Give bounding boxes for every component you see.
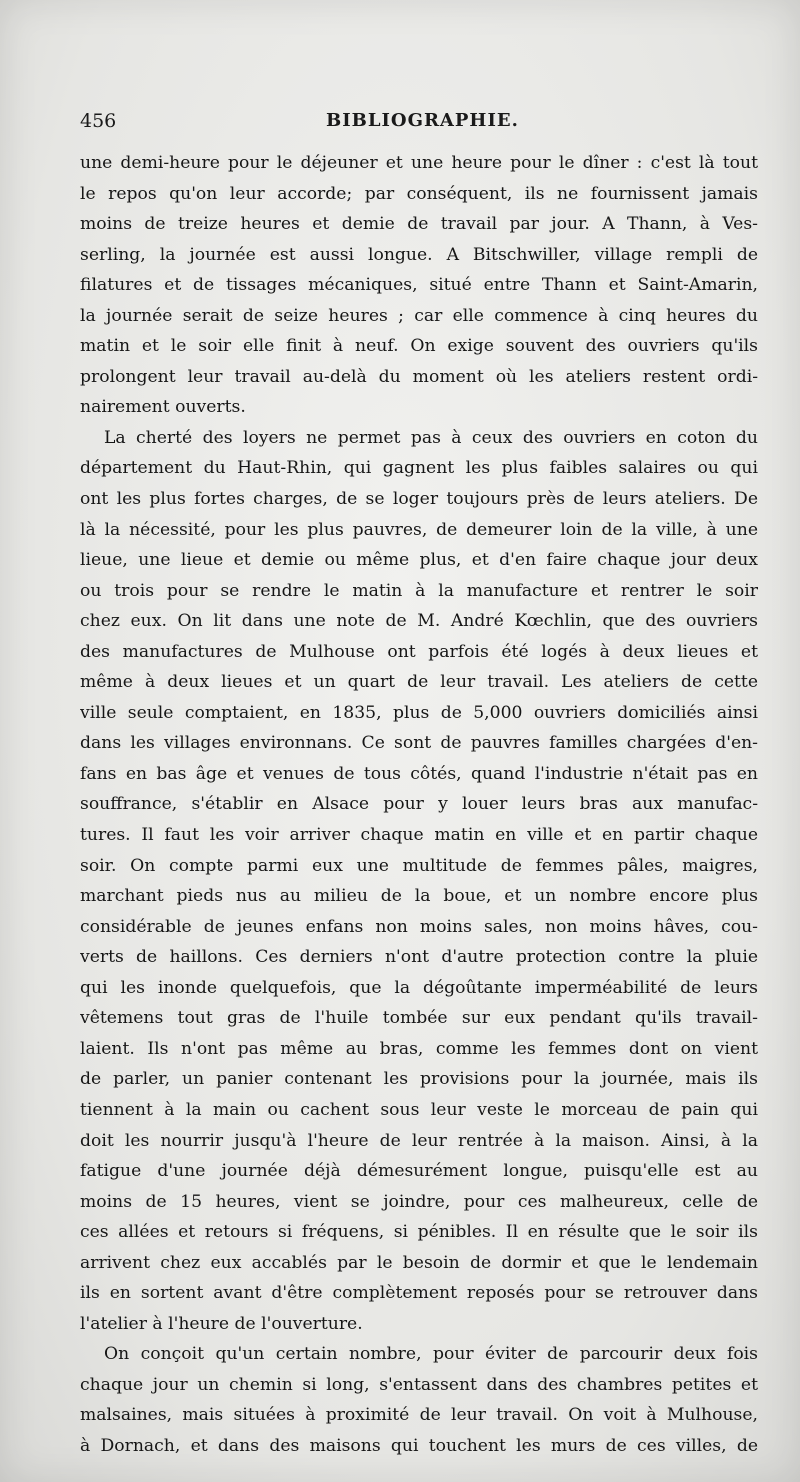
text-line: à Dornach, et dans des maisons qui touchent les murs de ces villes, de: [80, 1435, 758, 1456]
text-line: même à deux lieues et un quart de leur travail. Les ateliers de cette: [80, 672, 758, 693]
running-head: BIBLIOGRAPHIE.: [326, 110, 519, 131]
text-line: marchant pieds nus au milieu de la boue, et un nombre encore plus: [80, 886, 758, 907]
page-number: 456: [80, 110, 117, 132]
text-line: moins de treize heures et demie de travail par jour. A Thann, à Ves-: [80, 214, 758, 235]
text-line: chez eux. On lit dans une note de M. André Kœchlin, que des ouvriers: [80, 611, 758, 632]
text-line: serling, la journée est aussi longue. A Bitschwiller, village rempli de: [80, 244, 758, 265]
text-line: souffrance, s'établir en Alsace pour y louer leurs bras aux manufac-: [80, 794, 758, 815]
text-line: malsaines, mais situées à proximité de leur travail. On voit à Mulhouse,: [80, 1405, 758, 1426]
text-line: là la nécessité, pour les plus pauvres, de demeurer loin de la ville, à une: [80, 519, 758, 540]
page-header: [80, 106, 760, 136]
text-line: tures. Il faut les voir arriver chaque matin en ville et en partir chaque: [80, 825, 758, 846]
text-line: doit les nourrir jusqu'à l'heure de leur rentrée à la maison. Ainsi, à la: [80, 1130, 758, 1151]
text-line: de parler, un panier contenant les provisions pour la journée, mais ils: [80, 1069, 758, 1090]
text-line: une demi-heure pour le déjeuner et une heure pour le dîner : c'est là tout: [80, 153, 758, 173]
text-line: chaque jour un chemin si long, s'entassent dans des chambres petites et: [80, 1374, 758, 1395]
text-line: département du Haut-Rhin, qui gagnent les plus faibles salaires ou qui: [80, 458, 758, 479]
text-line: ou trois pour se rendre le matin à la manufacture et rentrer le soir: [80, 580, 758, 601]
text-line: qui les inonde quelquefois, que la dégoûtante imperméabilité de leurs: [80, 977, 758, 998]
text-line: verts de haillons. Ces derniers n'ont d'autre protection contre la pluie: [80, 947, 758, 968]
text-line: matin et le soir elle finit à neuf. On exige souvent des ouvriers qu'ils: [80, 336, 758, 357]
text-line: dans les villages environnans. Ce sont de pauvres familles chargées d'en-: [80, 733, 758, 754]
text-line: ville seule comptaient, en 1835, plus de 5,000 ouvriers domiciliés ainsi: [80, 702, 758, 723]
text-line: des manufactures de Mulhouse ont parfois été logés à deux lieues et: [80, 641, 758, 662]
text-line: fatigue d'une journée déjà démesurément longue, puisqu'elle est au: [80, 1161, 758, 1182]
text-line: le repos qu'on leur accorde; par conséquent, ils ne fournissent jamais: [80, 183, 758, 204]
text-line: lieue, une lieue et demie ou même plus, et d'en faire chaque jour deux: [80, 550, 758, 571]
text-line: filatures et de tissages mécaniques, situé entre Thann et Saint-Amarin,: [80, 275, 758, 296]
text-line: tiennent à la main ou cachent sous leur veste le morceau de pain qui: [80, 1099, 758, 1120]
text-line: prolongent leur travail au-delà du moment où les ateliers restent ordi-: [80, 366, 758, 387]
text-line: ont les plus fortes charges, de se loger toujours près de leurs ateliers. De: [80, 489, 758, 510]
text-line: arrivent chez eux accablés par le besoin de dormir et que le lendemain: [80, 1252, 758, 1273]
text-line: considérable de jeunes enfans non moins sales, non moins hâves, cou-: [80, 916, 758, 937]
text-line: vêtemens tout gras de l'huile tombée sur eux pendant qu'ils travail-: [80, 1008, 758, 1029]
text-line: La cherté des loyers ne permet pas à ceux des ouvriers en coton du: [104, 427, 758, 448]
text-line: la journée serait de seize heures ; car elle commence à cinq heures du: [80, 305, 758, 326]
text-line: ils en sortent avant d'être complètement reposés pour se retrouver dans: [80, 1283, 758, 1304]
text-line: laient. Ils n'ont pas même au bras, comme les femmes dont on vient: [80, 1038, 758, 1059]
text-line: ces allées et retours si fréquens, si pénibles. Il en résulte que le soir ils: [80, 1222, 758, 1243]
text-line: nairement ouverts.: [80, 397, 246, 418]
text-line: moins de 15 heures, vient se joindre, pour ces malheureux, celle de: [80, 1191, 758, 1212]
text-line: On conçoit qu'un certain nombre, pour éviter de parcourir deux fois: [104, 1344, 758, 1365]
text-line: soir. On compte parmi eux une multitude de femmes pâles, maigres,: [80, 855, 758, 876]
body-text: [80, 148, 758, 1462]
text-line: fans en bas âge et venues de tous côtés, quand l'industrie n'était pas en: [80, 763, 758, 784]
text-line: l'atelier à l'heure de l'ouverture.: [80, 1313, 363, 1334]
